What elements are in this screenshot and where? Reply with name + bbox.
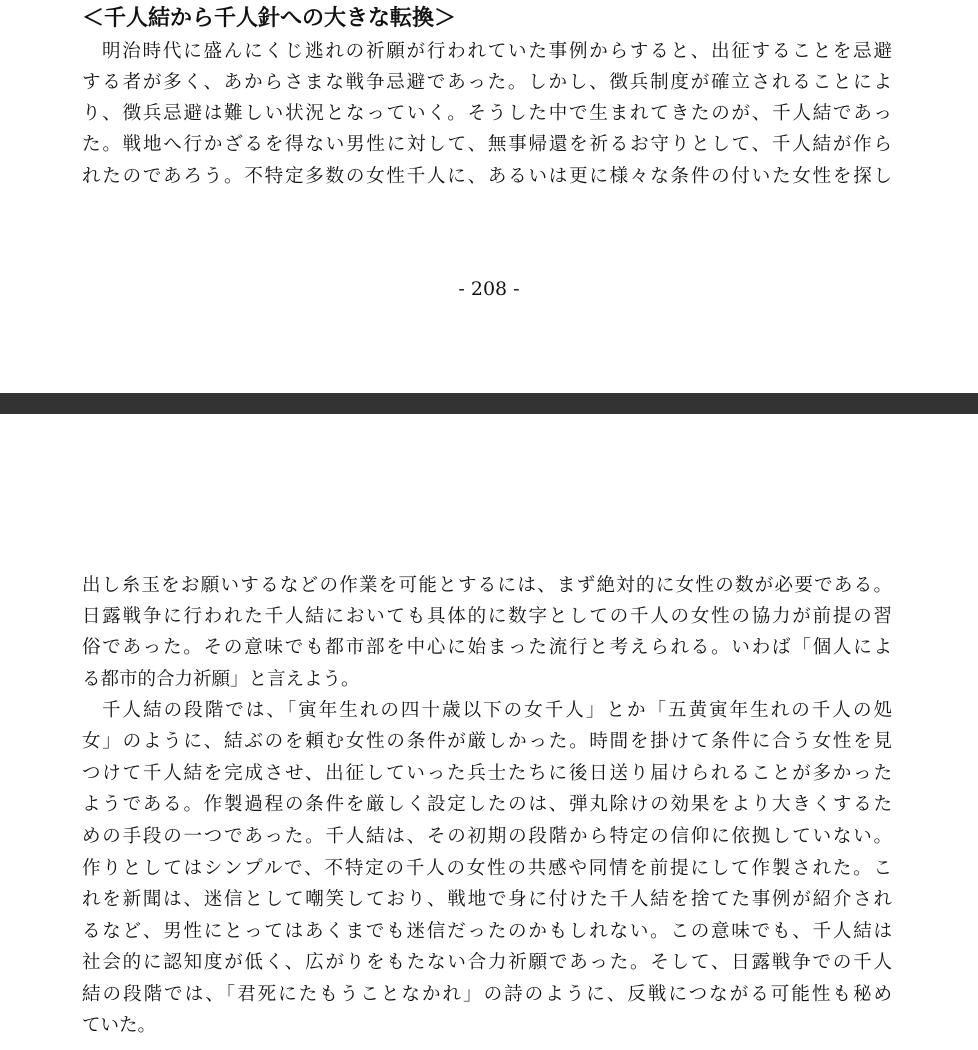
- text-line: 千人結の段階では、「寅年生れの四十歳以下の女千人」とか「五黄寅年生れの千人の処: [102, 700, 892, 721]
- text-line: 作りとしてはシンプルで、不特定の千人の女性の共感や同情を前提にして作製された。こ: [82, 858, 892, 879]
- page-bottom: [0, 414, 978, 1050]
- section-heading: ＜千人結から千人針への大きな転換＞: [82, 6, 457, 31]
- text-line: 女」のように、結ぶのを頼む女性の条件が厳しかった。時間を掛けて条件に合う女性を見: [82, 731, 892, 752]
- text-line: ていた。: [82, 1015, 157, 1036]
- text-line: つけて千人結を完成させ、出征していった兵士たちに後日送り届けられることが多かった: [82, 763, 892, 784]
- text-line: 日露戦争に行われた千人結においても具体的に数字としての千人の女性の協力が前提の習: [82, 606, 892, 627]
- text-line: 出し糸玉をお願いするなどの作業を可能とするには、まず絶対的に女性の数が必要である。: [82, 575, 892, 596]
- page-number: - 208 -: [458, 278, 520, 300]
- text-line: 俗であった。その意味でも都市部を中心に始まった流行と考えられる。いわば「個人によ: [82, 637, 892, 658]
- text-line: る都市的合力祈願」と言えよう。: [82, 669, 360, 690]
- text-line: する者が多く、あからさまな戦争忌避であった。しかし、徴兵制度が確立されることによ: [82, 72, 892, 93]
- text-line: れたのであろう。不特定多数の女性千人に、あるいは更に様々な条件の付いた女性を探し: [82, 166, 892, 187]
- text-line: 結の段階では、「君死にたもうことなかれ」の詩のように、反戦につながる可能性も秘め: [82, 984, 892, 1005]
- page-divider: [0, 393, 978, 414]
- text-line: 明治時代に盛んにくじ逃れの祈願が行われていた事例からすると、出征することを忌避: [102, 41, 892, 62]
- page-top: [0, 0, 978, 393]
- text-line: た。戦地へ行かざるを得ない男性に対して、無事帰還を祈るお守りとして、千人結が作ら: [82, 134, 892, 155]
- text-line: ようである。作製過程の条件を厳しく設定したのは、弾丸除けの効果をより大きくするた: [82, 794, 892, 815]
- text-line: 社会的に認知度が低く、広がりをもたない合力祈願であった。そして、日露戦争での千人: [82, 952, 892, 973]
- text-line: り、徴兵忌避は難しい状況となっていく。そうした中で生まれてきたのが、千人結であっ: [82, 103, 892, 124]
- text-line: るなど、男性にとってはあくまでも迷信だったのかもしれない。この意味でも、千人結は: [82, 921, 892, 942]
- text-line: めの手段の一つであった。千人結は、その初期の段階から特定の信仰に依拠していない。: [82, 826, 892, 847]
- text-line: れを新聞は、迷信として嘲笑しており、戦地で身に付けた千人結を捨てた事例が紹介され: [82, 889, 892, 910]
